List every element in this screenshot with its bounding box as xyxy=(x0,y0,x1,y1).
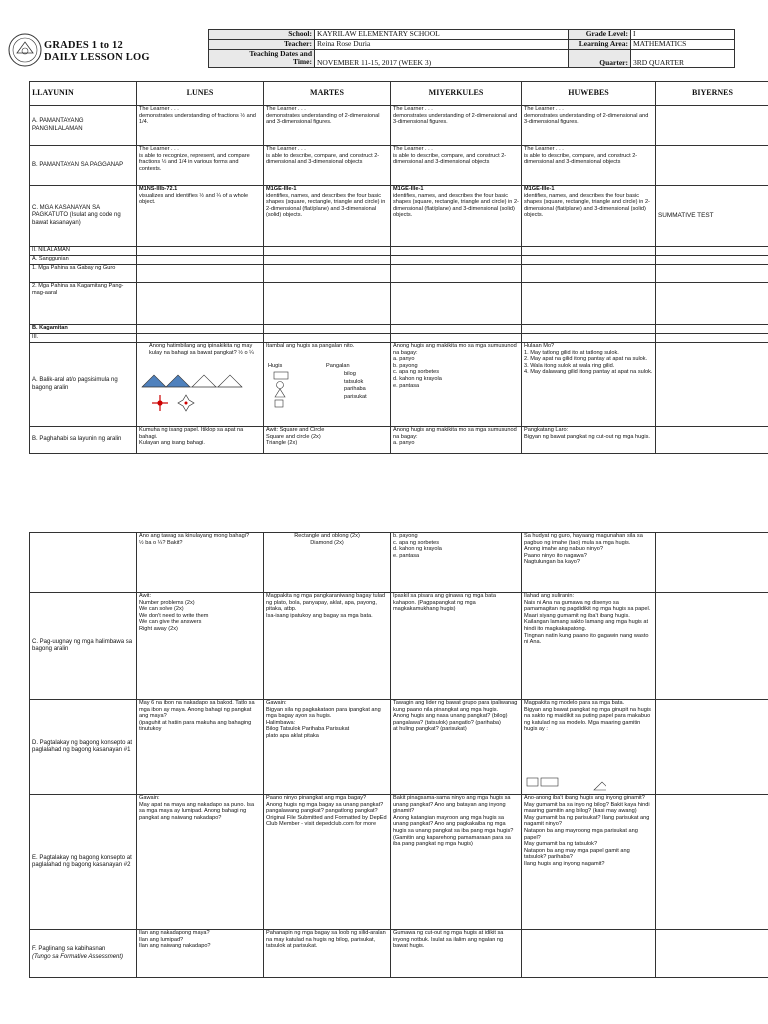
cell-miyerkules: The Learner . . . demonstrates understanding of 2-dimensional and 3-dimensional figures. xyxy=(391,106,522,146)
form-title: GRADES 1 to 12 xyxy=(44,40,123,51)
table-row xyxy=(30,427,768,454)
table-row xyxy=(30,593,768,700)
dates-label: Teaching Dates and Time: xyxy=(209,50,315,68)
table-row xyxy=(30,186,768,247)
table-row xyxy=(30,343,768,427)
grade-label: Grade Level: xyxy=(569,30,631,40)
cell-miyerkules: Anong hugis ang makikita mo sa mga sumusunod na bagay: a. panyo b. payong c. apa ng sorbetes d. kahon ng krayola e. pantasa xyxy=(391,343,522,427)
cell-biyernes xyxy=(656,427,768,454)
learning-area-value: MATHEMATICS xyxy=(631,40,735,50)
cell-martes: M1GE-IIIe-1 identifies, names, and describes the four basic shapes (square, rectangle, triangle and circle) in 2-dimensional (flat/plane) and 3-dimensional (solid) objects. xyxy=(264,186,391,247)
row-label: B. PAMANTAYAN SA PAGGANAP xyxy=(30,146,137,186)
cell-martes: Gawain: Bigyan sila ng pagkakataon para ipangkat ang mga bagay ayon sa hugis. Halimbawa: Bilog Tatsulok Parihaba Parisukat plato apa aklat pitaka xyxy=(264,700,391,795)
cell-huwebes: The Learner . . . is able to describe, compare, and construct 2-dimensional and 3-dimensional objects xyxy=(522,146,656,186)
cell-lunes: Anong hatimbilang ang ipinakikita ng may kulay na bahagi sa bawat pangkat? ½ o ¼ xyxy=(137,343,264,427)
cell-huwebes: The Learner . . . demonstrates understanding of 2-dimensional and 3-dimensional figures. xyxy=(522,106,656,146)
cell-miyerkules: Bakit pinagsama-sama ninyo ang mga hugis sa unang pangkat? Ano ang batayan ang inyong ginamit? Anong katangian mayroon ang mga hugis sa unang pangkat? Ano ang pagkakaiba ng mga hugis sa unang pangkat sa iba pang mga hugis? (Gamitin ang kaparehong pamamaraan para sa iba pang pangkat ng mga hugis) xyxy=(391,795,522,930)
cell-martes: The Learner . . . is able to describe, compare, and construct 2-dimensional and 3-dimensional objects xyxy=(264,146,391,186)
cell-miyerkules: Anong hugis ang makikita mo sa mga sumusunod na bagay: a. panyo xyxy=(391,427,522,454)
col-header-biyernes: BIYERNES xyxy=(656,82,768,106)
col-header-huwebes: HUWEBES xyxy=(522,82,656,106)
row-label xyxy=(30,533,137,593)
row-label: B. Paghahabi sa layunin ng aralin xyxy=(30,427,137,454)
cell-huwebes: Magpakita ng modelo para sa mga bata. Bigyan ang bawat pangkat ng mga ginupit na hugis na sakto ng maidikit sa puting papel para makabuo ng katulad ng sa modelo. Mga maaring gamitin hugis ay : xyxy=(522,700,656,795)
table-row xyxy=(30,700,768,795)
cell-lunes: Awit: Number problems (2x) We can solve (2x) We don't need to write them We can give the answers Right away (2x) xyxy=(137,593,264,700)
table-row xyxy=(30,256,768,265)
cell-lunes: May 6 na ibon na nakadapo sa bakod. Tatlo sa mga ibon ay maya. Anong bahagi ng pangkat ang maya? (ipaguhit at hatiin para makuha ang bahaging tinutukoy xyxy=(137,700,264,795)
row-label: A. Sanggunian xyxy=(30,256,137,265)
row-label: A. Balik-aral at/o pagsisimula ng bagong aralin xyxy=(30,343,137,427)
cell-biyernes xyxy=(656,106,768,146)
row-label: E. Pagtalakay ng bagong konsepto at paglalahad ng bagong kasanayan #2 xyxy=(30,795,137,930)
table-row xyxy=(30,106,768,146)
col-header-miyerkules: MIYERKULES xyxy=(391,82,522,106)
cell-miyerkules: Ipaskil sa pisara ang ginawa ng mga bata kahapon. (Pagpapangkat ng mga magkakamukhang hugis) xyxy=(391,593,522,700)
cell-biyernes xyxy=(656,700,768,795)
model-shapes-icons xyxy=(526,776,606,792)
cell-biyernes xyxy=(656,795,768,930)
cell-martes: Pahanapin ng mga bagay sa loob ng silid-aralan na may katulad na hugis ng bilog, parisukat, tatsulok at parisukat. xyxy=(264,930,391,978)
table-row xyxy=(30,334,768,343)
col-header-layunin: I.LAYUNIN xyxy=(30,82,137,106)
cell-biyernes xyxy=(656,593,768,700)
lesson-log-table-page2 xyxy=(29,532,768,978)
fraction-shapes-illustration xyxy=(140,373,260,417)
row-label: F. Paglinang sa kabihasnan (Tungo sa Formative Assessment) xyxy=(30,930,137,978)
table-row xyxy=(30,930,768,978)
cell-martes: Magpakita ng mga pangkaraniwang bagay tulad ng plato, bola, panyapay, aklat, apa, payong, pitaka, atbp. Isa-isang ipatukoy ang bagay sa mga bata. xyxy=(264,593,391,700)
table-row xyxy=(30,146,768,186)
cell-martes: The Learner . . . demonstrates understanding of 2-dimensional and 3-dimensional figures. xyxy=(264,106,391,146)
cell-huwebes: Sa hudyat ng guro, hayaang magunahan sila sa pagbuo ng imahe (tao) mula sa mga hugis. Anong imahe ang nabuo ninyo? Paano ninyo ito nagawa? Nagtulungan ba kayo? xyxy=(522,533,656,593)
grade-value: I xyxy=(631,30,735,40)
cell-miyerkules: The Learner . . . is able to describe, compare, and construct 2-dimensional and 3-dimensional objects xyxy=(391,146,522,186)
row-label: 1. Mga Pahina sa Gabay ng Guro xyxy=(30,265,137,283)
row-label: 2. Mga Pahina sa Kagamitang Pang-mag-aaral xyxy=(30,283,137,325)
teacher-value: Reina Rose Duria xyxy=(315,40,569,50)
col-header-lunes: LUNES xyxy=(137,82,264,106)
row-label: II. NILALAMAN xyxy=(30,247,137,256)
school-value: KAYRILAW ELEMENTARY SCHOOL xyxy=(315,30,569,40)
row-label: B. Kagamitan xyxy=(30,325,137,334)
teacher-label: Teacher: xyxy=(209,40,315,50)
cell-lunes: Ano ang tawag sa kinulayang mong bahagi? ½ ba o ¼? Bakit? xyxy=(137,533,264,593)
form-subtitle: DAILY LESSON LOG xyxy=(44,52,150,63)
quarter-value: 3RD QUARTER xyxy=(631,50,735,68)
cell-martes: Awit: Square and Circle Square and circle (2x) Triangle (2x) xyxy=(264,427,391,454)
cell-lunes: Kumuha ng isang papel. Itiklop sa apat na bahagi. Kulayan ang isang bahagi. xyxy=(137,427,264,454)
cell-huwebes: Ilahad ang suliranin: Nais ni Ana na gumawa ng disenyo sa pamamagitan ng pagdidikit ng mga hugis sa papel. Maari siyang gumamit ng iba't ibang hugis. Kailangan lamang sakto lamang ang mga hugis at hindi ito magkakapatong. Tingnan natin kung paano ito gagawin nang wasto ni Ana. xyxy=(522,593,656,700)
table-row xyxy=(30,533,768,593)
cell-martes: Itambal ang hugis sa pangalan nito. Hugis Pangalan bilog tatsulok parihaba parisukat xyxy=(264,343,391,427)
cell-huwebes: Hulaan Mo? 1. May tatlong gilid ito at tatlong sulok. 2. May apat na gilid itong pantay at apat na sulok. 3. Wala itong sulok at wala ring gilid. 4. May dalawang gilid itong pantay at apat na sulok. xyxy=(522,343,656,427)
table-row xyxy=(30,247,768,256)
row-label: C. MGA KASANAYAN SA PAGKATUTO (Isulat ang code ng bawat kasanayan) xyxy=(30,186,137,247)
lesson-log-table-page1 xyxy=(29,81,768,454)
cell-biyernes xyxy=(656,533,768,593)
dates-value: NOVEMBER 11-15, 2017 (WEEK 3) xyxy=(315,50,569,68)
cell-huwebes: M1GE-IIIe-1 identifies, names, and describes the four basic shapes (square, rectangle, triangle and circle) in 2-dimensional (flat/plane) and 3-dimensional (solid) objects. xyxy=(522,186,656,247)
learning-area-label: Learning Area: xyxy=(569,40,631,50)
cell-lunes: M1NS-IIIb-72.1 visualizes and identifies ½ and ¼ of a whole object. xyxy=(137,186,264,247)
cell-huwebes: Pangkatang Laro: Bigyan ng bawat pangkat ng cut-out ng mga hugis. xyxy=(522,427,656,454)
cell-lunes: The Learner . . . demonstrates understanding of fractions ½ and 1/4. xyxy=(137,106,264,146)
cell-huwebes: Ano-anong iba't ibang hugis ang inyong ginamit? May gumamit ba sa inyo ng bilog? Bakit kaya hindi maaring gamitin ang bilog? (kasi may awang) May gumamit ba ng parisukat? Ilang parisukat ang nagamit ninyo? Natapon ba ang mayroong mga parisukat ang papel? May gumamit ba ng tatsulok? Natapon ba ang may mga papel gamit ang tatsulok? parihaba? Ilang hugis ang inyong nagamit? xyxy=(522,795,656,930)
cell-lunes: Ilan ang nakadapong maya? Ilan ang lumipad? Ilan ang naiwang nakadapo? xyxy=(137,930,264,978)
col-header-martes: MARTES xyxy=(264,82,391,106)
table-row xyxy=(30,265,768,283)
header-info-table xyxy=(208,29,735,68)
cell-huwebes xyxy=(522,930,656,978)
school-label: School: xyxy=(209,30,315,40)
cell-miyerkules: Tawagin ang lider ng bawat grupo para ipaliwanag kung paano nila pinangkat ang mga hugis. Anong hugis ang nasa unang pangkat? (bilog) pangalawa? (tatsulok) pangatlo? (parihaba) at huling pangkat? (parisukat) xyxy=(391,700,522,795)
table-row xyxy=(30,283,768,325)
cell-biyernes xyxy=(656,146,768,186)
cell-lunes: Gawain: May apat na maya ang nakadapo sa puno. Isa sa mga maya ay lumipad. Anong bahagi ng pangkat ang naiwang nakadapo? xyxy=(137,795,264,930)
cell-biyernes xyxy=(656,930,768,978)
cell-biyernes xyxy=(656,343,768,427)
table-row xyxy=(30,325,768,334)
table-row xyxy=(30,795,768,930)
row-label: III. xyxy=(30,334,137,343)
cell-miyerkules: Gumawa ng cut-out ng mga hugis at idikit sa inyong notbuk. Isulat sa ilalim ang ngalan ng bawat hugis. xyxy=(391,930,522,978)
cell-miyerkules: b. payong c. apa ng sorbetes d. kahon ng krayola e. pantasa xyxy=(391,533,522,593)
cell-lunes: The Learner . . . is able to recognize, represent, and compare fractions ½ and 1/4 in various forms and contexts. xyxy=(137,146,264,186)
cell-miyerkules: M1GE-IIIe-1 identifies, names, and describes the four basic shapes (square, rectangle, triangle and circle) in 2-dimensional (flat/plane) and 3-dimensional (solid) objects. xyxy=(391,186,522,247)
cell-martes: Paano ninyo pinangkat ang mga bagay? Anong hugis ng mga bagay sa unang pangkat? pangalawang pangkat? pangatlong pangkat? Original File Submitted and Formatted by DepEd Club Member - visit depedclub.com for more xyxy=(264,795,391,930)
row-label: A. PAMANTAYANG PANGNILALAMAN xyxy=(30,106,137,146)
cell-martes: Rectangle and oblong (2x) Diamond (2x) xyxy=(264,533,391,593)
quarter-label: Quarter: xyxy=(569,50,631,68)
summative-test-cell: SUMMATIVE TEST xyxy=(656,186,768,247)
row-label: D. Pagtalakay ng bagong konsepto at paglalahad ng bagong kasanayan #1 xyxy=(30,700,137,795)
deped-seal-logo xyxy=(8,33,42,67)
row-label: C. Pag-uugnay ng mga halimbawa sa bagong aralin xyxy=(30,593,137,700)
matching-shapes-icons xyxy=(272,371,292,411)
